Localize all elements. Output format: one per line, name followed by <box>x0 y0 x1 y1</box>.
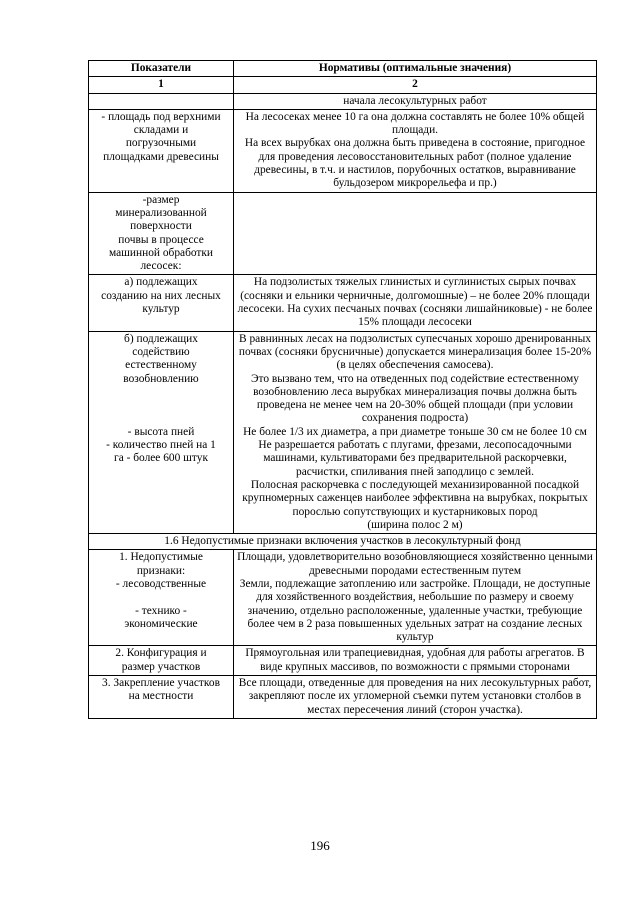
indicator-line: признаки: <box>136 564 186 577</box>
indicator-line: естественному <box>125 359 197 372</box>
indicator-line: минерализованной <box>115 206 207 219</box>
indicator-line: поверхности <box>130 220 192 233</box>
indicator-line: лесосек: <box>140 260 182 273</box>
indicator-line: возобновлению <box>123 372 199 385</box>
header-norms: Нормативы (оптимальные значения) <box>234 61 597 77</box>
indicator-line: машинной обработки <box>108 246 214 259</box>
norm-paragraph: Площади, удовлетворительно возобновляющиеся хозяйственно ценными древесными породами естественным путем <box>237 551 593 577</box>
spacer <box>92 386 230 413</box>
norm-paragraph: (ширина полос 2 м) <box>367 518 463 531</box>
indicator-line: на местности <box>128 690 194 703</box>
table-row <box>89 192 597 275</box>
continued-text: начала лесокультурных работ <box>234 93 597 109</box>
indicator-line: складами и <box>133 124 189 137</box>
indicator-line: погрузочными <box>125 137 197 150</box>
indicator-line: почвы в процессе <box>118 233 204 246</box>
table-header-row <box>89 61 597 77</box>
indicator-line: - лесоводственные <box>115 577 207 590</box>
indicator-line: - площадь под верхними <box>101 110 221 123</box>
indicator-line: 3. Закрепление участков <box>102 677 220 690</box>
indicator-cell <box>89 109 234 192</box>
empty-norm-cell <box>234 192 597 275</box>
empty-cell <box>89 93 234 109</box>
norm-paragraph: Это вызвано тем, что на отведенных под содействие естественному возобновлению леса вырубках минерализация почвы должна быть проведена не менее чем на 20-30% общей площади (при условии сохранения подроста) <box>251 372 579 425</box>
indicator-cell <box>89 676 234 719</box>
norm-paragraph: В равнинных лесах на подзолистых супесчаных хорошо дренированных почвах (сосняки брусничные) допускается минерализация более 15-20% (в целях обеспечения самосева). <box>238 332 592 372</box>
indicator-line: экономические <box>124 617 198 630</box>
norm-paragraph: На подзолистых тяжелых глинистых и суглинистых сырых почвах (сосняки и ельники черничные, долгомошные) – не более 20% площади лесосеки. На сухих песчаных почвах (сосняки лишайниковые) - не более 15% площади лесосеки <box>237 276 593 329</box>
indicator-line: га - более 600 штук <box>114 452 208 465</box>
norm-paragraph: Не более 1/3 их диаметра, а при диаметре тоньше 30 см не более 10 см <box>243 425 587 438</box>
norm-paragraph: Прямоугольная или трапециевидная, удобная для работы агрегатов. В виде крупных массивов, по возможности с прямыми сторонами <box>245 647 585 673</box>
table-row <box>89 275 597 331</box>
norm-cell <box>234 676 597 719</box>
header-indicators: Показатели <box>89 61 234 77</box>
table-row <box>89 676 597 719</box>
spacer <box>92 412 230 425</box>
indicator-line: - высота пней <box>127 425 195 438</box>
indicator-line: - количество пней на 1 <box>106 439 216 452</box>
indicator-line: созданию на них лесных <box>101 289 221 302</box>
indicator-line: б) подлежащих <box>124 332 198 345</box>
indicator-line: а) подлежащих <box>124 276 198 289</box>
spacer <box>92 591 230 604</box>
norm-cell <box>234 275 597 331</box>
column-number-1: 1 <box>89 77 234 93</box>
table-row <box>89 93 597 109</box>
indicator-cell <box>89 192 234 275</box>
norm-cell <box>234 109 597 192</box>
table-row <box>89 109 597 192</box>
standards-table <box>88 60 597 719</box>
indicator-line: размер участков <box>121 660 201 673</box>
norm-paragraph: На лесосеках менее 10 га она должна составлять не более 10% общей площади. <box>245 110 585 137</box>
norm-paragraph: Все площади, отведенные для проведения на них лесокультурных работ, закрепляют после их угломерной съемки путем установки столбов в местах пересечения линий (сторон участка). <box>238 677 592 716</box>
indicator-cell <box>89 275 234 331</box>
table-row <box>89 331 597 533</box>
norm-cell <box>234 331 597 533</box>
indicator-line: культур <box>142 303 180 316</box>
section-title: 1.6 Недопустимые признаки включения участков в лесокультурный фонд <box>89 534 597 550</box>
indicator-line: 2. Конфигурация и <box>115 647 207 660</box>
indicator-cell <box>89 550 234 646</box>
indicator-line: 1. Недопустимые <box>119 551 203 564</box>
norm-cell <box>234 550 597 646</box>
section-title-row <box>89 534 597 550</box>
table-number-row <box>89 77 597 93</box>
indicator-line: площадками древесины <box>103 150 219 163</box>
indicator-line: содействию <box>132 345 190 358</box>
indicator-cell <box>89 331 234 533</box>
table-row <box>89 550 597 646</box>
norm-paragraph: Земли, подлежащие затоплению или застройке. Площади, не доступные для хозяйственного воздействия, небольшие по размеру и своему значению, отдельно расположенные, удаленные участки, требующие более чем в 2 раза повышенных удельных затрат на создание лесных культур <box>239 577 591 644</box>
norm-paragraph: На всех вырубках она должна быть приведена в состояние, пригодное для проведения лесовосстановительных работ (полное удаление древесины, в т.ч. и настилов, порубочных остатков, выравнивание бульдозером микрорельефа и пр.) <box>244 137 586 190</box>
table-row <box>89 646 597 676</box>
page-number: 196 <box>310 838 330 853</box>
norm-paragraph: Не разрешается работать с плугами, фрезами, лесопосадочными машинами, культиваторами без предварительной раскорчевки, расчистки, спиливания пней заподлицо с землей. <box>258 439 572 478</box>
norm-cell <box>234 646 597 676</box>
norm-paragraph: Полосная раскорчевка с последующей механизированной посадкой крупномерных саженцев наиболее эффективна на вырубках, покрытых порослью сопутствующих и кустарниковых пород <box>242 478 588 518</box>
indicator-cell <box>89 646 234 676</box>
column-number-2: 2 <box>234 77 597 93</box>
indicator-line: - технико - <box>135 604 187 617</box>
indicator-line: -размер <box>142 193 180 206</box>
